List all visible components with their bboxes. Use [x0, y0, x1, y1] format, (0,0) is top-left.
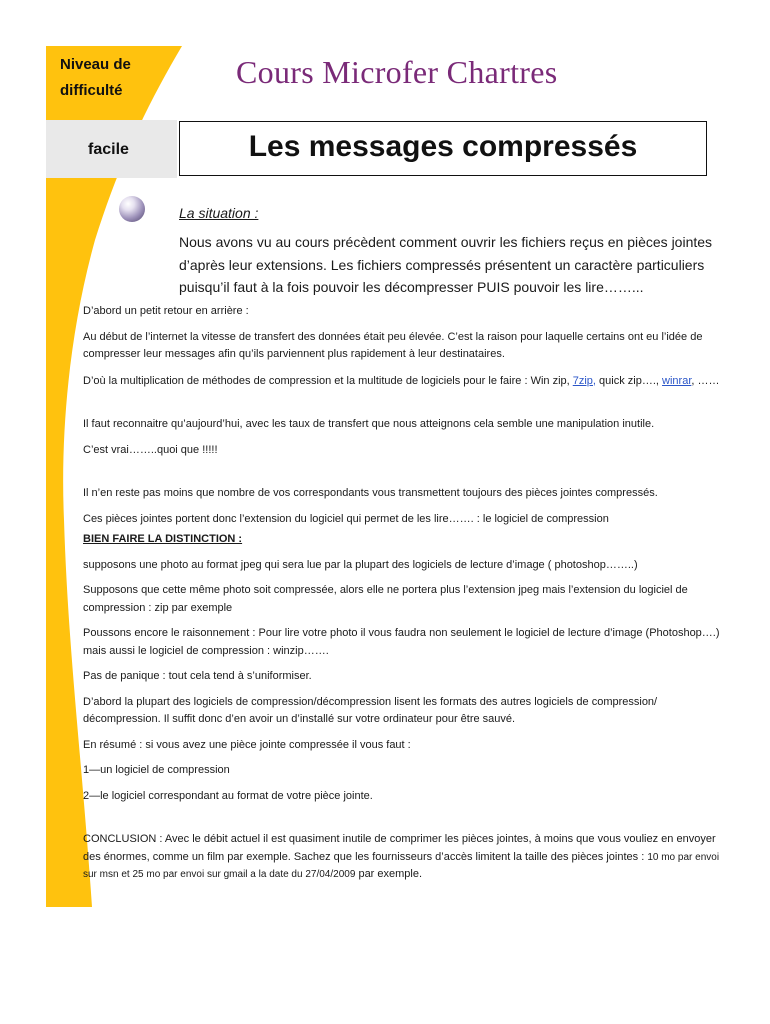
- paragraph-text: CONCLUSION : Avec le débit actuel il est quasiment inutile de comprimer les pièces jointes, à moins que vous vouliez en envoyer des énormes, comme un film par exemple. Sachez que les fournisseurs d’accès limitent la taille des pièces jointes :: [83, 833, 716, 863]
- paragraph: Il faut reconnaitre qu’aujourd’hui, avec les taux de transfert que nous atteignons cela semble une manipulation inutile.: [83, 418, 655, 430]
- page-title-box: [179, 121, 707, 176]
- paragraph: [83, 373, 723, 391]
- difficulty-level: facile: [88, 141, 129, 158]
- document-body: [83, 303, 723, 884]
- paragraph: Supposons que cette même photo soit compressée, alors elle ne portera plus l’extension jpeg mais l’extension du logiciel de compression : zip par exemple: [83, 584, 688, 614]
- paragraph: Au début de l’internet la vitesse de transfert des données était peu élevée. C’est la raison pour laquelle certains ont eu l’idée de compresser leur messages afin qu’ils parviennent plus rapidement à leur destinataires.: [83, 330, 703, 360]
- difficulty-label: [60, 52, 150, 104]
- paragraph-text: D’où la multiplication de méthodes de compression et la multitude de logiciels pour le faire : Win zip,: [83, 374, 573, 387]
- list-item: 2—le logiciel correspondant au format de votre pièce jointe.: [83, 789, 373, 802]
- paragraph-text: , ……: [691, 374, 720, 387]
- conclusion-paragraph: [83, 831, 723, 884]
- course-title: Cours Microfer Chartres: [236, 54, 558, 90]
- difficulty-label-text: Niveau de difficulté: [60, 56, 131, 99]
- paragraph: Pas de panique : tout cela tend à s’uniformiser.: [83, 670, 312, 682]
- list-item: 1—un logiciel de compression: [83, 764, 230, 776]
- sphere-bullet-icon: [119, 196, 145, 222]
- section-heading: BIEN FAIRE LA DISTINCTION :: [83, 533, 243, 545]
- paragraph: Poussons encore le raisonnement : Pour lire votre photo il vous faudra non seulement le logiciel de lecture d’image (Photoshop….) mais aussi le logiciel de compression : winzip…….: [83, 627, 720, 657]
- size-limits-note: 10 mo par envoi sur msn et 25 mo par envoi sur gmail a la date du 27/04/2009: [83, 851, 720, 880]
- paragraph: En résumé : si vous avez une pièce jointe compressée il vous faut :: [83, 738, 411, 751]
- paragraph: C’est vrai……..quoi que !!!!!: [83, 443, 218, 456]
- link-7zip[interactable]: 7zip,: [572, 374, 596, 387]
- link-winrar[interactable]: winrar: [662, 374, 692, 387]
- situation-heading: La situation :: [179, 205, 259, 221]
- paragraph: D’abord la plupart des logiciels de compression/décompression lisent les formats des autres logiciels de compression/ décompression. Il suffit donc d’en avoir un d’installé sur votre ordinateur pour être sauvé.: [83, 695, 658, 725]
- paragraph: Ces pièces jointes portent donc l’extension du logiciel qui permet de les lire……. : le logiciel de compression: [83, 512, 609, 525]
- paragraph-text: par exemple.: [355, 868, 423, 880]
- paragraph: supposons une photo au format jpeg qui sera lue par la plupart des logiciels de lecture d’image ( photoshop……..): [83, 558, 638, 571]
- paragraph: Il n’en reste pas moins que nombre de vos correspondants vous transmettent toujours des pièces jointes compressés.: [83, 487, 658, 499]
- paragraph-text: quick zip….,: [596, 374, 663, 387]
- situation-text: Nous avons vu au cours précèdent comment ouvrir les fichiers reçus en pièces jointes d’après leur extensions. Les fichiers compressés présentent un caractère particuliers puisqu’il faut à la fois pouvoir les décompresser PUIS pouvoir les lire……...: [179, 234, 713, 295]
- page-title: Les messages compressés: [248, 130, 638, 163]
- paragraph: D’abord un petit retour en arrière :: [83, 305, 249, 317]
